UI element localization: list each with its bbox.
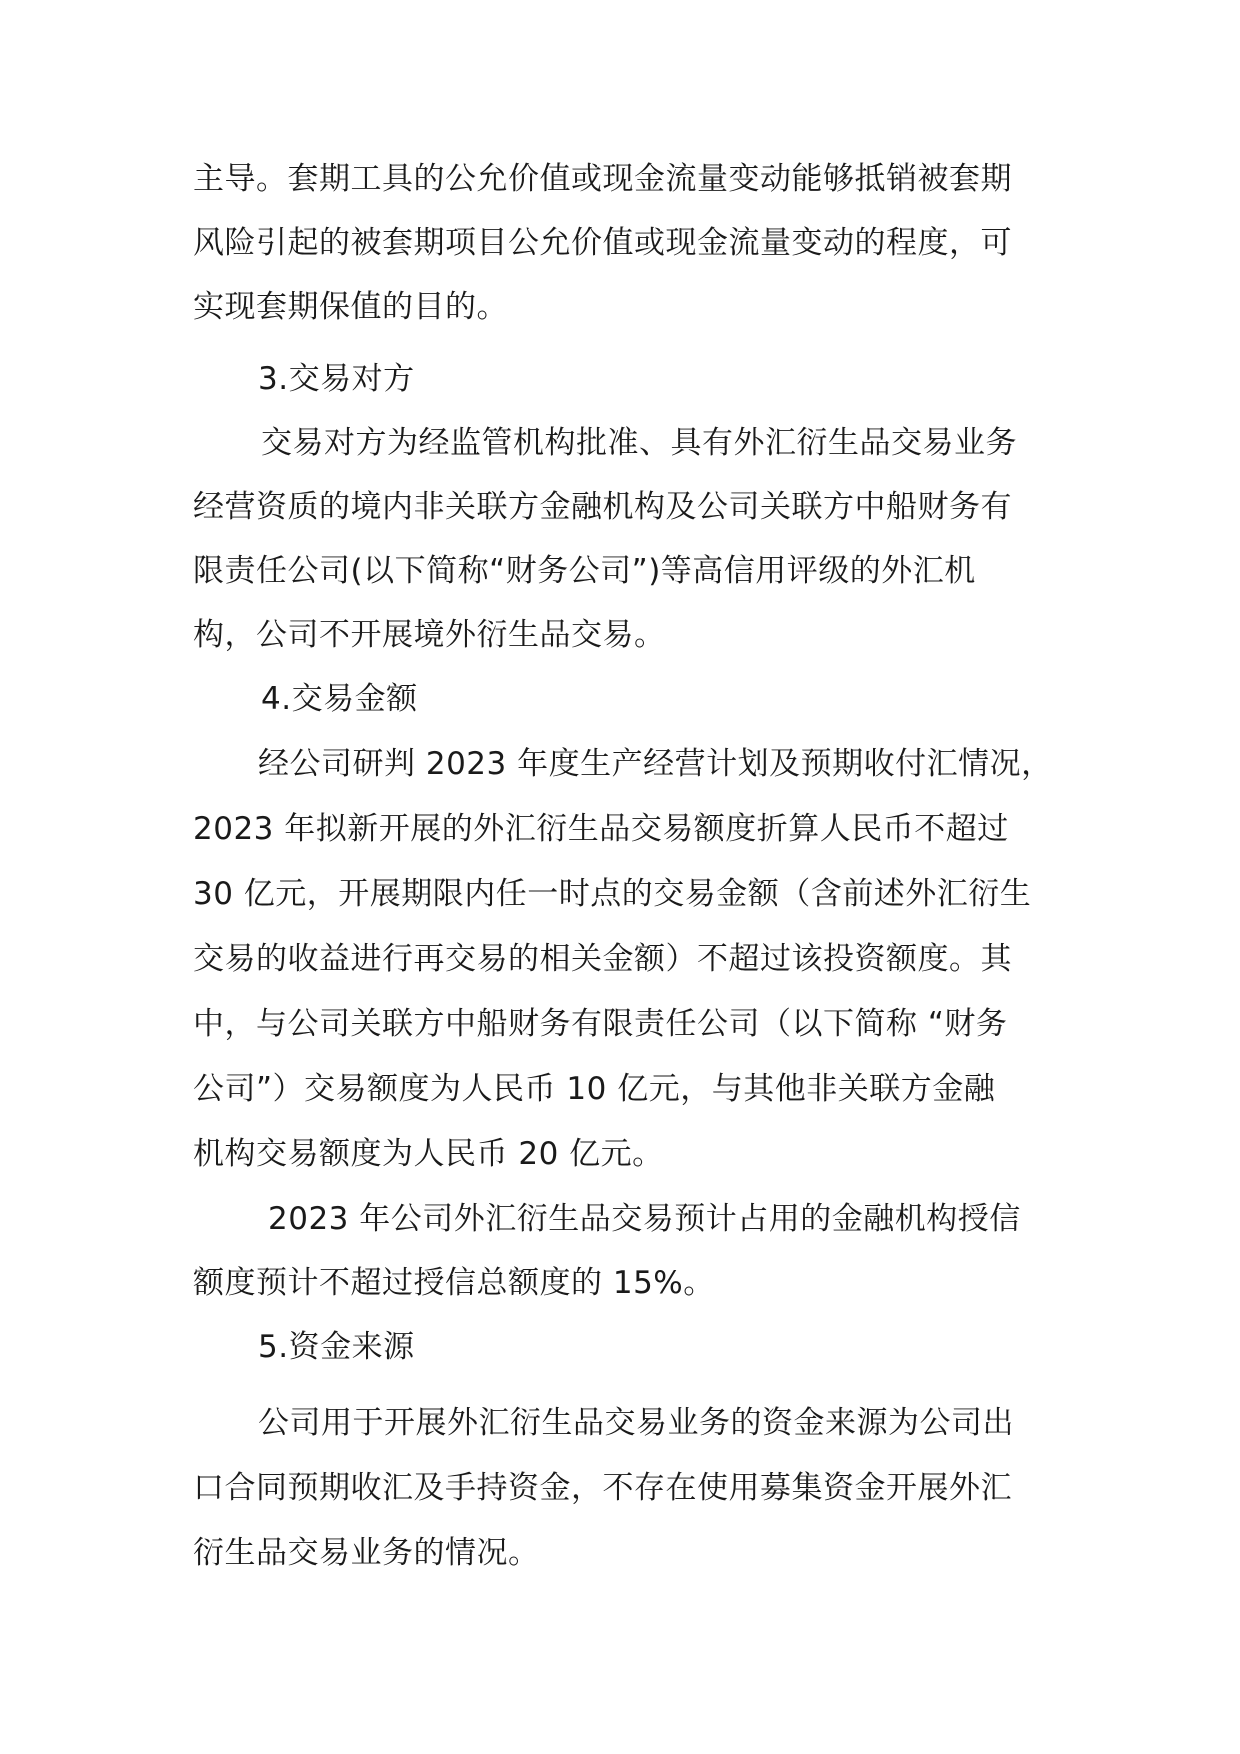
paragraph-line: 机构交易额度为人民币 20 亿元。 xyxy=(193,1136,664,1172)
paragraph-line: 交易对方为经监管机构批准、具有外汇衍生品交易业务 xyxy=(261,425,1017,461)
paragraph-line: 口合同预期收汇及手持资金，不存在使用募集资金开展外汇 xyxy=(193,1470,1012,1506)
paragraph-line: 衍生品交易业务的情况。 xyxy=(193,1535,540,1571)
paragraph-line: 公司”）交易额度为人民币 10 亿元，与其他非关联方金融 xyxy=(193,1071,996,1107)
paragraph-line: 经营资质的境内非关联方金融机构及公司关联方中船财务有 xyxy=(193,489,1012,525)
paragraph-line: 交易的收益进行再交易的相关金额）不超过该投资额度。其 xyxy=(193,941,1012,977)
paragraph-line: 主导。套期工具的公允价值或现金流量变动能够抵销被套期 xyxy=(193,161,1012,197)
paragraph-line: 公司用于开展外汇衍生品交易业务的资金来源为公司出 xyxy=(258,1405,1014,1441)
paragraph-line: 实现套期保值的目的。 xyxy=(193,289,508,325)
section-heading-amount: 4.交易金额 xyxy=(261,681,418,717)
paragraph-line: 限责任公司(以下简称“财务公司”)等高信用评级的外汇机 xyxy=(193,553,976,589)
paragraph-line: 中，与公司关联方中船财务有限责任公司（以下简称 “财务 xyxy=(193,1006,1008,1042)
paragraph-line: 经公司研判 2023 年度生产经营计划及预期收付汇情况， xyxy=(258,746,1053,782)
paragraph-line: 2023 年公司外汇衍生品交易预计占用的金融机构授信 xyxy=(268,1201,1021,1237)
paragraph-line: 构，公司不开展境外衍生品交易。 xyxy=(193,617,666,653)
section-heading-counterparty: 3.交易对方 xyxy=(258,361,415,397)
section-heading-funding: 5.资金来源 xyxy=(258,1329,415,1365)
paragraph-line: 风险引起的被套期项目公允价值或现金流量变动的程度，可 xyxy=(193,225,1012,261)
paragraph-line: 30 亿元，开展期限内任一时点的交易金额（含前述外汇衍生 xyxy=(193,876,1032,912)
paragraph-line: 2023 年拟新开展的外汇衍生品交易额度折算人民币不超过 xyxy=(193,811,1009,847)
paragraph-line: 额度预计不超过授信总额度的 15%。 xyxy=(193,1265,715,1301)
